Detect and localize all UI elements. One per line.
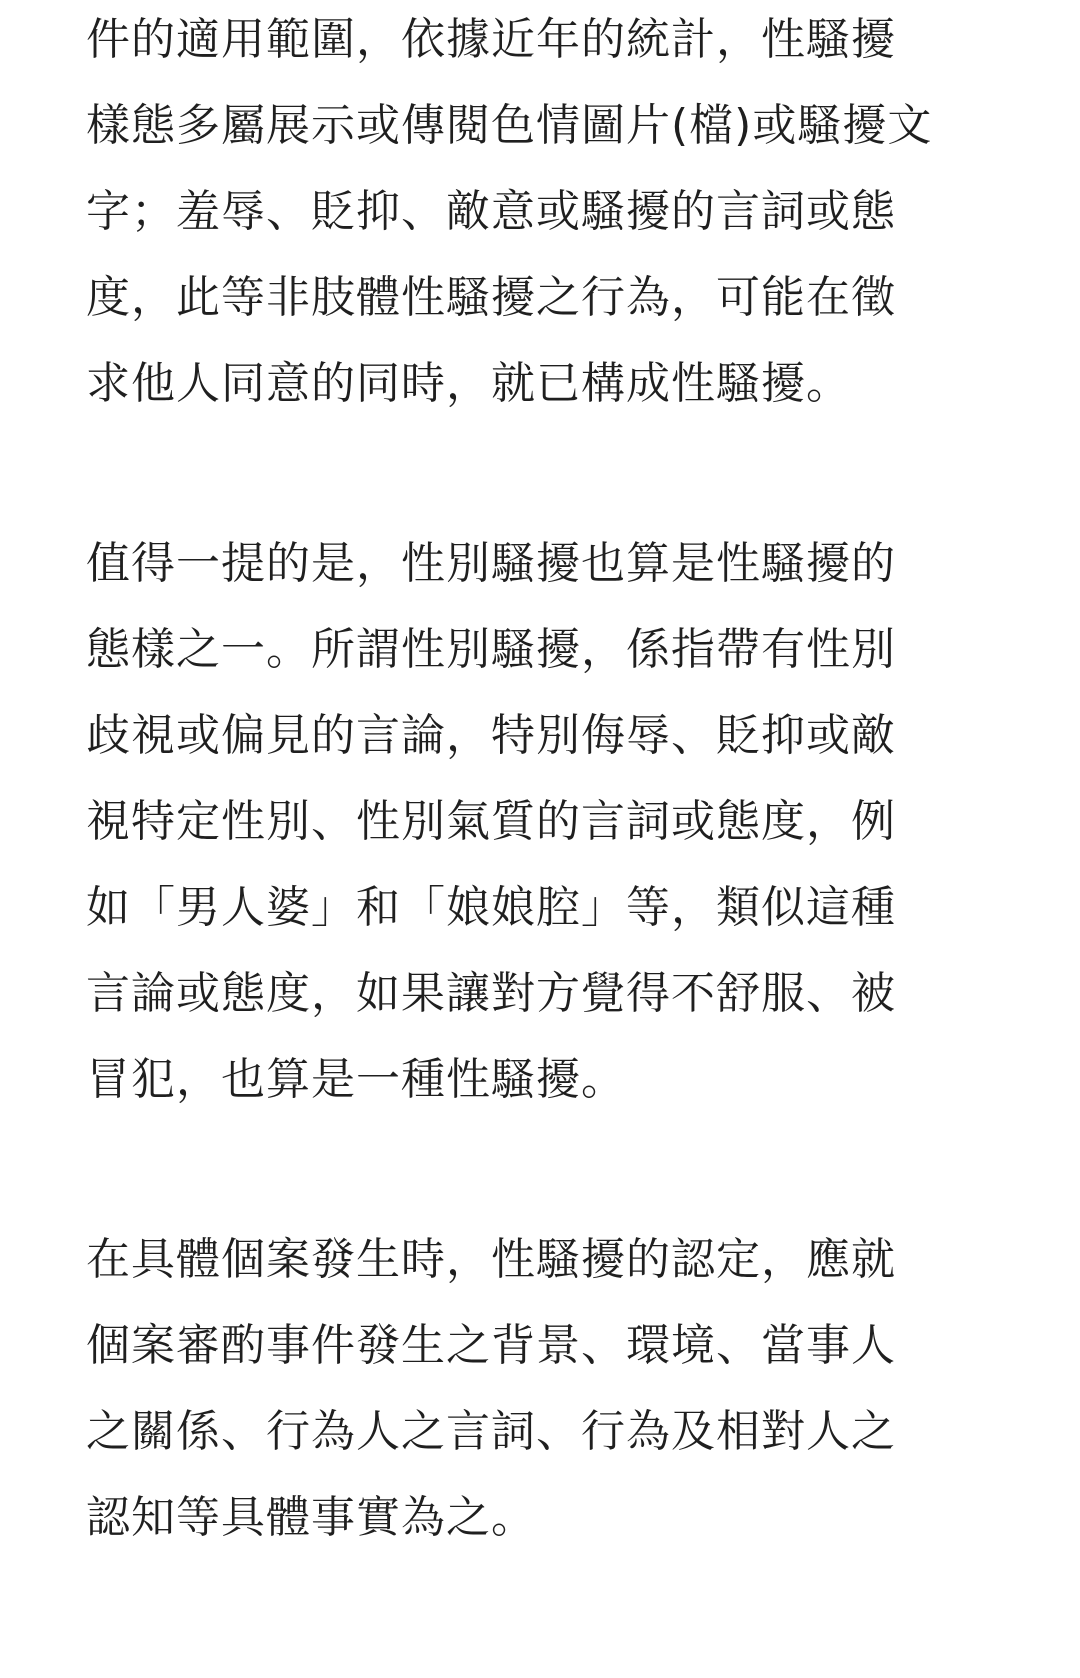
text-line: 樣態多屬展示或傳閱色情圖片(檔)或騷擾文 — [86, 100, 933, 151]
text-line: 字；羞辱、貶抑、敵意或騷擾的言詞或態 — [86, 186, 896, 237]
text-line: 求他人同意的同時，就已構成性騷擾。 — [86, 358, 851, 409]
text-line: 認知等具體事實為之。 — [86, 1492, 536, 1543]
text-line: 在具體個案發生時，性騷擾的認定，應就 — [86, 1234, 896, 1285]
text-line: 言論或態度，如果讓對方覺得不舒服、被 — [86, 968, 896, 1019]
text-line: 歧視或偏見的言論，特別侮辱、貶抑或敵 — [86, 710, 896, 761]
text-line: 如「男人婆」和「娘娘腔」等，類似這種 — [86, 882, 896, 933]
text-line: 冒犯，也算是一種性騷擾。 — [86, 1054, 626, 1105]
text-line: 態樣之一。所謂性別騷擾，係指帶有性別 — [86, 624, 896, 675]
text-line: 個案審酌事件發生之背景、環境、當事人 — [86, 1320, 896, 1371]
text-line: 度，此等非肢體性騷擾之行為，可能在徵 — [86, 272, 896, 323]
text-line: 值得一提的是，性別騷擾也算是性騷擾的 — [86, 538, 896, 589]
text-line: 之關係、行為人之言詞、行為及相對人之 — [86, 1406, 896, 1457]
text-line: 件的適用範圍，依據近年的統計，性騷擾 — [86, 14, 896, 65]
text-line: 視特定性別、性別氣質的言詞或態度，例 — [86, 796, 896, 847]
